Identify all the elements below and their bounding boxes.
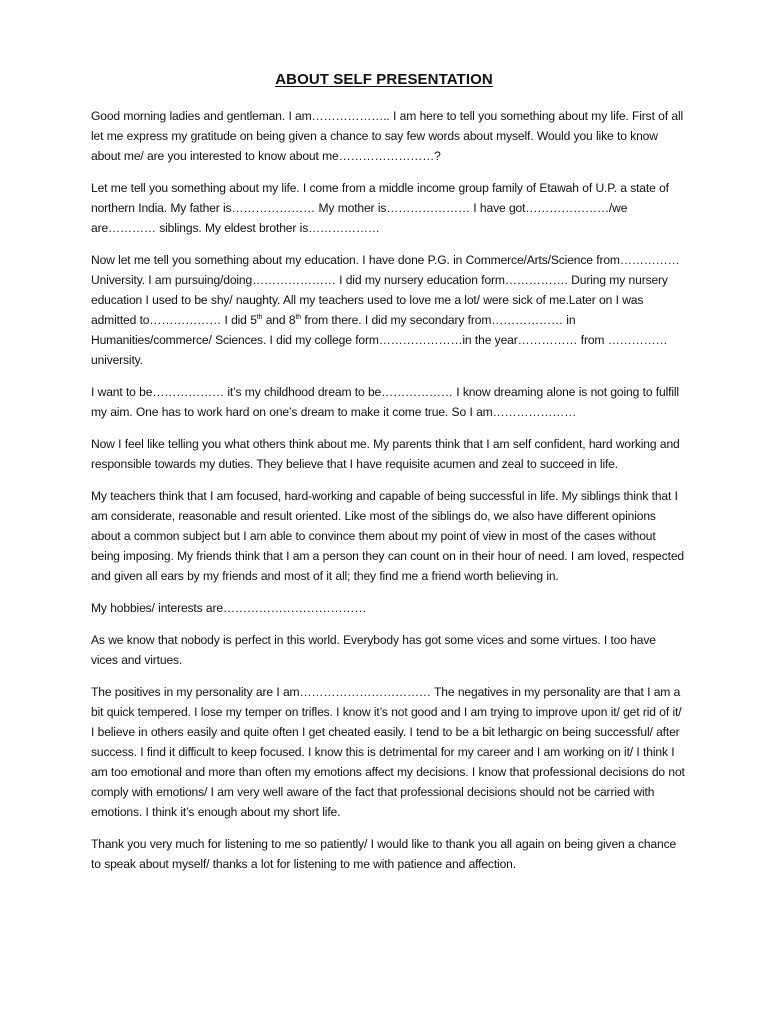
paragraph-hobbies: My hobbies/ interests are……………………………… [91, 601, 367, 615]
document-body [91, 106, 685, 886]
paragraph-others-view: My teachers think that I am focused, hard-working and capable of being successful in life. My siblings think that I am considerate, reasonable and result oriented. Like most of the siblings do, we also have different opinions about a common subject but I am able to convince them about my point of view in most of the cases without being imposing. My friends think that I am a person they can count on in their hour of need. I am loved, respected and given all ears by my friends and most of it all; they find me a friend worth believing in. [91, 489, 685, 583]
paragraph-parents-view: Now I feel like telling you what others think about me. My parents think that I am self confident, hard working and responsible towards my duties. They believe that I have requisite acumen and zeal to succeed in life. [91, 437, 680, 471]
paragraph-vices-virtues: As we know that nobody is perfect in this world. Everybody has got some vices and some virtues. I too have vices and virtues. [91, 633, 656, 667]
paragraph-aim: I want to be……………… it’s my childhood dream to be……………… I know dreaming alone is not going to fulfill my aim. One has to work hard on one’s dream to make it come true. So I am………………… [91, 385, 679, 419]
document-title: ABOUT SELF PRESENTATION [275, 71, 493, 88]
paragraph-family: Let me tell you something about my life. I come from a middle income group family of Etawah of U.P. a state of northern India. My father is………………… My mother is………………… I have got…………………/we are………… siblings. My eldest brother is……………… [91, 181, 669, 235]
paragraph-thanks: Thank you very much for listening to me so patiently/ I would like to thank you all again on being given a chance to speak about myself/ thanks a lot for listening to me with patience and affection. [91, 837, 677, 871]
paragraph-personality: The positives in my personality are I am…………………………… The negatives in my personality are that I am a bit quick tempered. I lose my temper on trifles. I know it’s not good and I am trying to improve upon it/ get rid of it/ I believe in others easily and quite often I get cheated easily. I tend to be a bit lethargic on being successful/ after success. I find it difficult to keep focused. I know this is detrimental for my career and I am working on it/ I think I am too emotional and more than often my emotions affect my decisions. I know that professional decisions do not comply with emotions/ I am very well aware of the fact that professional decisions should not be carried with emotions. I think it’s enough about my short life. [91, 685, 685, 819]
paragraph-education: Now let me tell you something about my education. I have done P.G. in Commerce/Arts/Science from……………University. I am pursuing/doing………………… I did my nursery education form……………. During my nursery education I used to be shy/ naughty. All my teachers used to love me a lot/ were sick of me.Later on I was admitted to……………… I did 5th and 8th from there. I did my secondary from……………… in Humanities/commerce/ Sciences. I did my college form…………………in the year…………… from …………… university. [91, 253, 680, 367]
paragraph-greeting: Good morning ladies and gentleman. I am……………….. I am here to tell you something about my life. First of all let me express my gratitude on being given a chance to say few words about myself. Would you like to know about me/ are you interested to know about me……………………? [91, 109, 684, 163]
